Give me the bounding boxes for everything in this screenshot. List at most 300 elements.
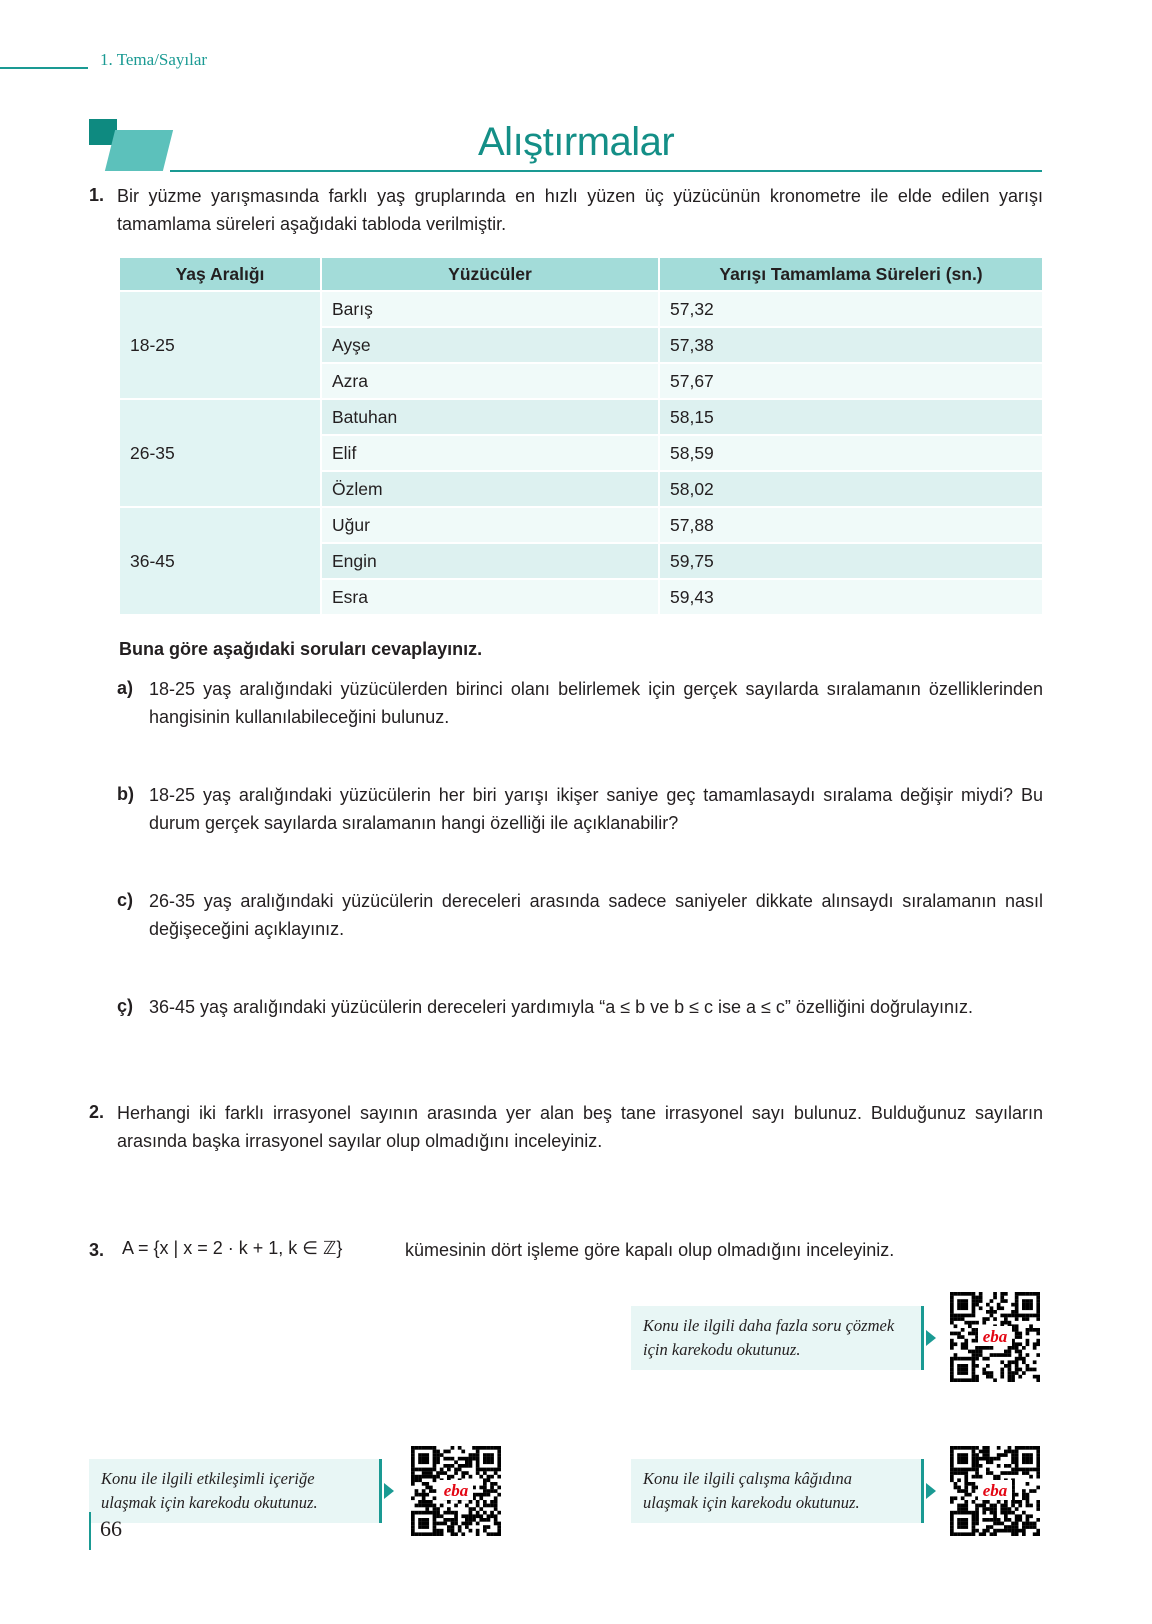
- qr-module: [968, 1378, 972, 1382]
- qr-module: [451, 1532, 455, 1536]
- qr-module: [1018, 1350, 1022, 1354]
- qr-module: [950, 1321, 954, 1325]
- qr-module: [447, 1500, 451, 1504]
- qr-module: [957, 1357, 961, 1361]
- qr-module: [1000, 1507, 1004, 1511]
- qr-module: [1015, 1468, 1019, 1472]
- qr-module: [968, 1482, 972, 1486]
- qr-module: [1033, 1314, 1037, 1318]
- qr-module: [425, 1532, 429, 1536]
- qr-module: [1036, 1375, 1040, 1379]
- qr-module: [429, 1446, 433, 1450]
- qr-module: [469, 1522, 473, 1526]
- qr-module: [1018, 1446, 1022, 1450]
- qr-module: [954, 1532, 958, 1536]
- qr-module: [461, 1522, 465, 1526]
- qr-module: [1000, 1299, 1004, 1303]
- qr-code-icon[interactable]: [950, 1446, 1040, 1536]
- qr-module: [957, 1504, 961, 1508]
- qr-module: [979, 1299, 983, 1303]
- qr-module: [990, 1532, 994, 1536]
- qr-module: [1022, 1522, 1026, 1526]
- qr-module: [975, 1457, 979, 1461]
- qr-module: [979, 1464, 983, 1468]
- qr-module: [483, 1500, 487, 1504]
- qr-module: [465, 1460, 469, 1464]
- qr-module: [1036, 1310, 1040, 1314]
- qr-module: [497, 1450, 501, 1454]
- qr-module: [954, 1332, 958, 1336]
- qr-module: [422, 1489, 426, 1493]
- qr-module: [411, 1464, 415, 1468]
- qr-module: [1029, 1468, 1033, 1472]
- qr-module: [972, 1446, 976, 1450]
- qr-module: [982, 1446, 986, 1450]
- qr-module: [1026, 1328, 1030, 1332]
- qr-module: [986, 1357, 990, 1361]
- qr-module: [411, 1525, 415, 1529]
- qr-module: [950, 1299, 954, 1303]
- qr-module: [415, 1532, 419, 1536]
- qr-module: [1004, 1364, 1008, 1368]
- qr-module: [1029, 1292, 1033, 1296]
- qr-module: [461, 1532, 465, 1536]
- qr-module: [1008, 1321, 1012, 1325]
- qr-module: [954, 1314, 958, 1318]
- qr-module: [465, 1522, 469, 1526]
- qr-module: [993, 1532, 997, 1536]
- qr-module: [950, 1314, 954, 1318]
- qr-module: [1033, 1292, 1037, 1296]
- qr-module: [415, 1511, 419, 1515]
- qr-module: [1026, 1500, 1030, 1504]
- qr-module: [1036, 1507, 1040, 1511]
- qr-module: [425, 1468, 429, 1472]
- qr-module: [997, 1518, 1001, 1522]
- qr-module: [1022, 1314, 1026, 1318]
- qr-module: [469, 1529, 473, 1533]
- qr-module: [447, 1507, 451, 1511]
- qr-module: [1015, 1529, 1019, 1533]
- qr-module: [487, 1504, 491, 1508]
- qr-module: [425, 1460, 429, 1464]
- qr-module: [433, 1514, 437, 1518]
- qr-module: [964, 1314, 968, 1318]
- qr-module: [1029, 1522, 1033, 1526]
- qr-module: [975, 1364, 979, 1368]
- qr-module: [422, 1453, 426, 1457]
- qr-module: [429, 1511, 433, 1515]
- qr-module: [993, 1292, 997, 1296]
- qr-module: [975, 1321, 979, 1325]
- qr-module: [990, 1375, 994, 1379]
- qr-module: [1026, 1453, 1030, 1457]
- qr-module: [433, 1457, 437, 1461]
- qr-module: [469, 1460, 473, 1464]
- qr-module: [1036, 1475, 1040, 1479]
- qr-module: [961, 1306, 965, 1310]
- qr-divider: [379, 1459, 382, 1523]
- qr-module: [1026, 1514, 1030, 1518]
- qr-module: [997, 1446, 1001, 1450]
- qr-module: [968, 1511, 972, 1515]
- qr-module: [968, 1357, 972, 1361]
- qr-module: [1029, 1299, 1033, 1303]
- qr-module: [972, 1299, 976, 1303]
- qr-module: [1008, 1368, 1012, 1372]
- qr-module: [950, 1529, 954, 1533]
- qr-module: [451, 1525, 455, 1529]
- qr-module: [429, 1500, 433, 1504]
- part-a-text: 18-25 yaş aralığındaki yüzücülerden birinci olanı belirlemek için gerçek sayılarda sıralamanın özelliklerinden hangisinin kullanılabileceğini bulunuz.: [149, 679, 1043, 727]
- qr-module: [1029, 1525, 1033, 1529]
- qr-module: [447, 1464, 451, 1468]
- qr-module: [483, 1446, 487, 1450]
- swimmer-name: Uğur: [322, 508, 658, 542]
- qr-module: [986, 1317, 990, 1321]
- qr-module: [972, 1314, 976, 1318]
- qr-module: [972, 1514, 976, 1518]
- qr-module: [1015, 1500, 1019, 1504]
- qr-module: [990, 1306, 994, 1310]
- qr-module: [497, 1446, 501, 1450]
- qr-module: [418, 1525, 422, 1529]
- set-formula: A = {x | x = 2 · k + 1, k ∈ ℤ}: [122, 1238, 343, 1258]
- qr-code-icon[interactable]: [950, 1292, 1040, 1382]
- qr-module: [993, 1504, 997, 1508]
- qr-module: [494, 1468, 498, 1472]
- qr-module: [1015, 1471, 1019, 1475]
- qr-module: [1018, 1353, 1022, 1357]
- qr-module: [957, 1314, 961, 1318]
- arrow-right-icon: [926, 1483, 936, 1499]
- qr-module: [975, 1529, 979, 1533]
- qr-module: [418, 1460, 422, 1464]
- qr-module: [433, 1507, 437, 1511]
- qr-module: [957, 1478, 961, 1482]
- qr-module: [982, 1511, 986, 1515]
- qr-module: [982, 1453, 986, 1457]
- qr-module: [1008, 1518, 1012, 1522]
- qr-module: [979, 1504, 983, 1508]
- qr-module: [497, 1464, 501, 1468]
- qr-module: [472, 1446, 476, 1450]
- qr-module: [964, 1342, 968, 1346]
- qr-module: [950, 1457, 954, 1461]
- swim-times-table: [118, 256, 1044, 616]
- qr-module: [961, 1368, 965, 1372]
- header-age-range: Yaş Aralığı: [120, 258, 320, 290]
- qr-module: [487, 1478, 491, 1482]
- qr-module: [1029, 1453, 1033, 1457]
- qr-module: [975, 1299, 979, 1303]
- qr-module: [982, 1507, 986, 1511]
- qr-module: [418, 1475, 422, 1479]
- qr-module: [950, 1342, 954, 1346]
- qr-module: [1004, 1317, 1008, 1321]
- qr-module: [961, 1468, 965, 1472]
- qr-module: [950, 1360, 954, 1364]
- qr-module: [422, 1493, 426, 1497]
- qr-module: [494, 1496, 498, 1500]
- qr-module: [957, 1468, 961, 1472]
- qr-module: [1026, 1306, 1030, 1310]
- qr-module: [494, 1446, 498, 1450]
- qr-module: [1026, 1482, 1030, 1486]
- qr-module: [447, 1511, 451, 1515]
- qr-module: [447, 1457, 451, 1461]
- swimmer-time: 57,88: [660, 508, 1042, 542]
- qr-module: [975, 1464, 979, 1468]
- qr-module: [1029, 1457, 1033, 1461]
- qr-module: [964, 1478, 968, 1482]
- qr-module: [993, 1475, 997, 1479]
- qr-module: [950, 1339, 954, 1343]
- qr-divider: [921, 1306, 924, 1370]
- qr-module: [1033, 1375, 1037, 1379]
- qr-module: [497, 1529, 501, 1533]
- qr-module: [964, 1299, 968, 1303]
- qr-module: [487, 1475, 491, 1479]
- qr-module: [997, 1522, 1001, 1526]
- qr-module: [415, 1468, 419, 1472]
- qr-module: [422, 1468, 426, 1472]
- qr-module: [954, 1471, 958, 1475]
- qr-module: [433, 1522, 437, 1526]
- age-range-cell: 18-25: [120, 292, 320, 398]
- qr-module: [1015, 1357, 1019, 1361]
- qr-module: [1018, 1314, 1022, 1318]
- qr-module: [975, 1507, 979, 1511]
- qr-module: [964, 1493, 968, 1497]
- qr-module: [975, 1514, 979, 1518]
- qr-module: [950, 1532, 954, 1536]
- qr-module: [440, 1529, 444, 1533]
- qr-module: [476, 1457, 480, 1461]
- qr-module: [1036, 1529, 1040, 1533]
- qr-module: [411, 1453, 415, 1457]
- qr-module: [1011, 1371, 1015, 1375]
- qr-module: [990, 1504, 994, 1508]
- qr-module: [497, 1486, 501, 1490]
- qr-module: [440, 1453, 444, 1457]
- qr-module: [479, 1518, 483, 1522]
- swimmer-name: Özlem: [322, 472, 658, 506]
- qr-module: [487, 1514, 491, 1518]
- qr-module: [1033, 1368, 1037, 1372]
- qr-module: [1026, 1471, 1030, 1475]
- qr-module: [454, 1522, 458, 1526]
- part-c-cedilla-text: 36-45 yaş aralığındaki yüzücülerin dereceleri yardımıyla “a ≤ b ve b ≤ c ise a ≤ c” özelliğini doğrulayınız.: [149, 997, 974, 1017]
- qr-module: [954, 1446, 958, 1450]
- qr-module: [490, 1453, 494, 1457]
- qr-module: [993, 1522, 997, 1526]
- qr-module: [979, 1346, 983, 1350]
- qr-module: [950, 1496, 954, 1500]
- qr-module: [1015, 1518, 1019, 1522]
- qr-module: [964, 1446, 968, 1450]
- qr-module: [1022, 1371, 1026, 1375]
- qr-code-icon[interactable]: [411, 1446, 501, 1536]
- qr-module: [472, 1457, 476, 1461]
- swimmer-name: Ayşe: [322, 328, 658, 362]
- qr-module: [1036, 1317, 1040, 1321]
- qr-module: [436, 1511, 440, 1515]
- qr-module: [469, 1500, 473, 1504]
- qr-module: [476, 1460, 480, 1464]
- qr-module: [483, 1518, 487, 1522]
- qr-module: [972, 1350, 976, 1354]
- qr-module: [954, 1317, 958, 1321]
- qr-module: [993, 1514, 997, 1518]
- qr-module: [425, 1493, 429, 1497]
- qr-module: [1004, 1525, 1008, 1529]
- qr-module: [1029, 1328, 1033, 1332]
- qr-module: [961, 1378, 965, 1382]
- qr-module: [961, 1446, 965, 1450]
- qr-module: [1011, 1457, 1015, 1461]
- qr-module: [972, 1453, 976, 1457]
- qr-module: [1015, 1303, 1019, 1307]
- qr-module: [1036, 1299, 1040, 1303]
- qr-module: [968, 1321, 972, 1325]
- qr-module: [1026, 1468, 1030, 1472]
- qr-module: [1026, 1339, 1030, 1343]
- title-rule: [170, 170, 1042, 172]
- qr-module: [415, 1446, 419, 1450]
- qr-module: [1000, 1368, 1004, 1372]
- qr-module: [1004, 1453, 1008, 1457]
- qr-module: [950, 1378, 954, 1382]
- qr-module: [1036, 1292, 1040, 1296]
- qr-module: [1036, 1504, 1040, 1508]
- qr-module: [961, 1292, 965, 1296]
- qr-module: [961, 1489, 965, 1493]
- qr-module: [1015, 1296, 1019, 1300]
- qr-module: [954, 1486, 958, 1490]
- qr-module: [968, 1314, 972, 1318]
- qr-module: [972, 1321, 976, 1325]
- qr-module: [1000, 1292, 1004, 1296]
- qr-module: [964, 1368, 968, 1372]
- qr-module: [461, 1450, 465, 1454]
- qr-module: [990, 1314, 994, 1318]
- qr-module: [1018, 1504, 1022, 1508]
- qr-module: [975, 1471, 979, 1475]
- qr-module: [433, 1529, 437, 1533]
- qr-module: [990, 1507, 994, 1511]
- qr-module: [1004, 1321, 1008, 1325]
- qr-module: [972, 1468, 976, 1472]
- qr-module: [418, 1457, 422, 1461]
- swimmer-name: Elif: [322, 436, 658, 470]
- qr-module: [961, 1507, 965, 1511]
- qr-module: [1018, 1500, 1022, 1504]
- qr-module: [1022, 1496, 1026, 1500]
- qr-module: [487, 1518, 491, 1522]
- qr-module: [411, 1460, 415, 1464]
- qr-module: [494, 1532, 498, 1536]
- qr-module: [990, 1299, 994, 1303]
- qr-module: [469, 1453, 473, 1457]
- qr-module: [968, 1324, 972, 1328]
- qr-module: [1029, 1514, 1033, 1518]
- qr-module: [1011, 1511, 1015, 1515]
- header-swimmers: Yüzücüler: [322, 258, 658, 290]
- qr-module: [1036, 1306, 1040, 1310]
- qr-module: [490, 1446, 494, 1450]
- qr-module: [972, 1360, 976, 1364]
- qr-module: [990, 1353, 994, 1357]
- qr-module: [411, 1446, 415, 1450]
- qr-module: [979, 1350, 983, 1354]
- qr-module: [494, 1489, 498, 1493]
- qr-module: [950, 1460, 954, 1464]
- qr-module: [1011, 1460, 1015, 1464]
- qr-module: [950, 1375, 954, 1379]
- qr-module: [1015, 1532, 1019, 1536]
- qr-module: [422, 1471, 426, 1475]
- qr-module: [1029, 1504, 1033, 1508]
- eba-logo-icon: eba: [982, 1481, 1008, 1500]
- qr-module: [950, 1446, 954, 1450]
- qr-module: [454, 1514, 458, 1518]
- qr-module: [954, 1378, 958, 1382]
- qr-module: [950, 1511, 954, 1515]
- qr-module: [950, 1478, 954, 1482]
- qr-module: [429, 1504, 433, 1508]
- qr-module: [411, 1522, 415, 1526]
- qr-module: [964, 1457, 968, 1461]
- swimmer-name: Barış: [322, 292, 658, 326]
- qr-module: [1033, 1342, 1037, 1346]
- qr-module: [982, 1371, 986, 1375]
- qr-module: [429, 1532, 433, 1536]
- page-title: Alıştırmalar: [478, 120, 675, 164]
- qr-module: [497, 1453, 501, 1457]
- qr-module: [1008, 1446, 1012, 1450]
- qr-module: [497, 1457, 501, 1461]
- qr-module: [422, 1457, 426, 1461]
- qr-module: [497, 1475, 501, 1479]
- qr-module: [968, 1532, 972, 1536]
- qr-module: [975, 1511, 979, 1515]
- qr-module: [433, 1478, 437, 1482]
- qr-module: [433, 1464, 437, 1468]
- qr-module: [483, 1482, 487, 1486]
- table-row: [120, 400, 1042, 434]
- qr-module: [476, 1504, 480, 1508]
- qr-module: [1036, 1296, 1040, 1300]
- qr-module: [1033, 1525, 1037, 1529]
- qr-module: [975, 1375, 979, 1379]
- qr-module: [1022, 1532, 1026, 1536]
- qr-module: [972, 1525, 976, 1529]
- qr-module: [964, 1518, 968, 1522]
- qr-module: [972, 1296, 976, 1300]
- qr-module: [975, 1504, 979, 1508]
- qr-module: [964, 1532, 968, 1536]
- qr-module: [964, 1522, 968, 1526]
- qr-module: [957, 1364, 961, 1368]
- qr-module: [425, 1525, 429, 1529]
- qr-module: [411, 1514, 415, 1518]
- qr-module: [1000, 1321, 1004, 1325]
- qr-module: [447, 1468, 451, 1472]
- qr-module: [1008, 1353, 1012, 1357]
- qr-module: [957, 1522, 961, 1526]
- qr-module: [1008, 1471, 1012, 1475]
